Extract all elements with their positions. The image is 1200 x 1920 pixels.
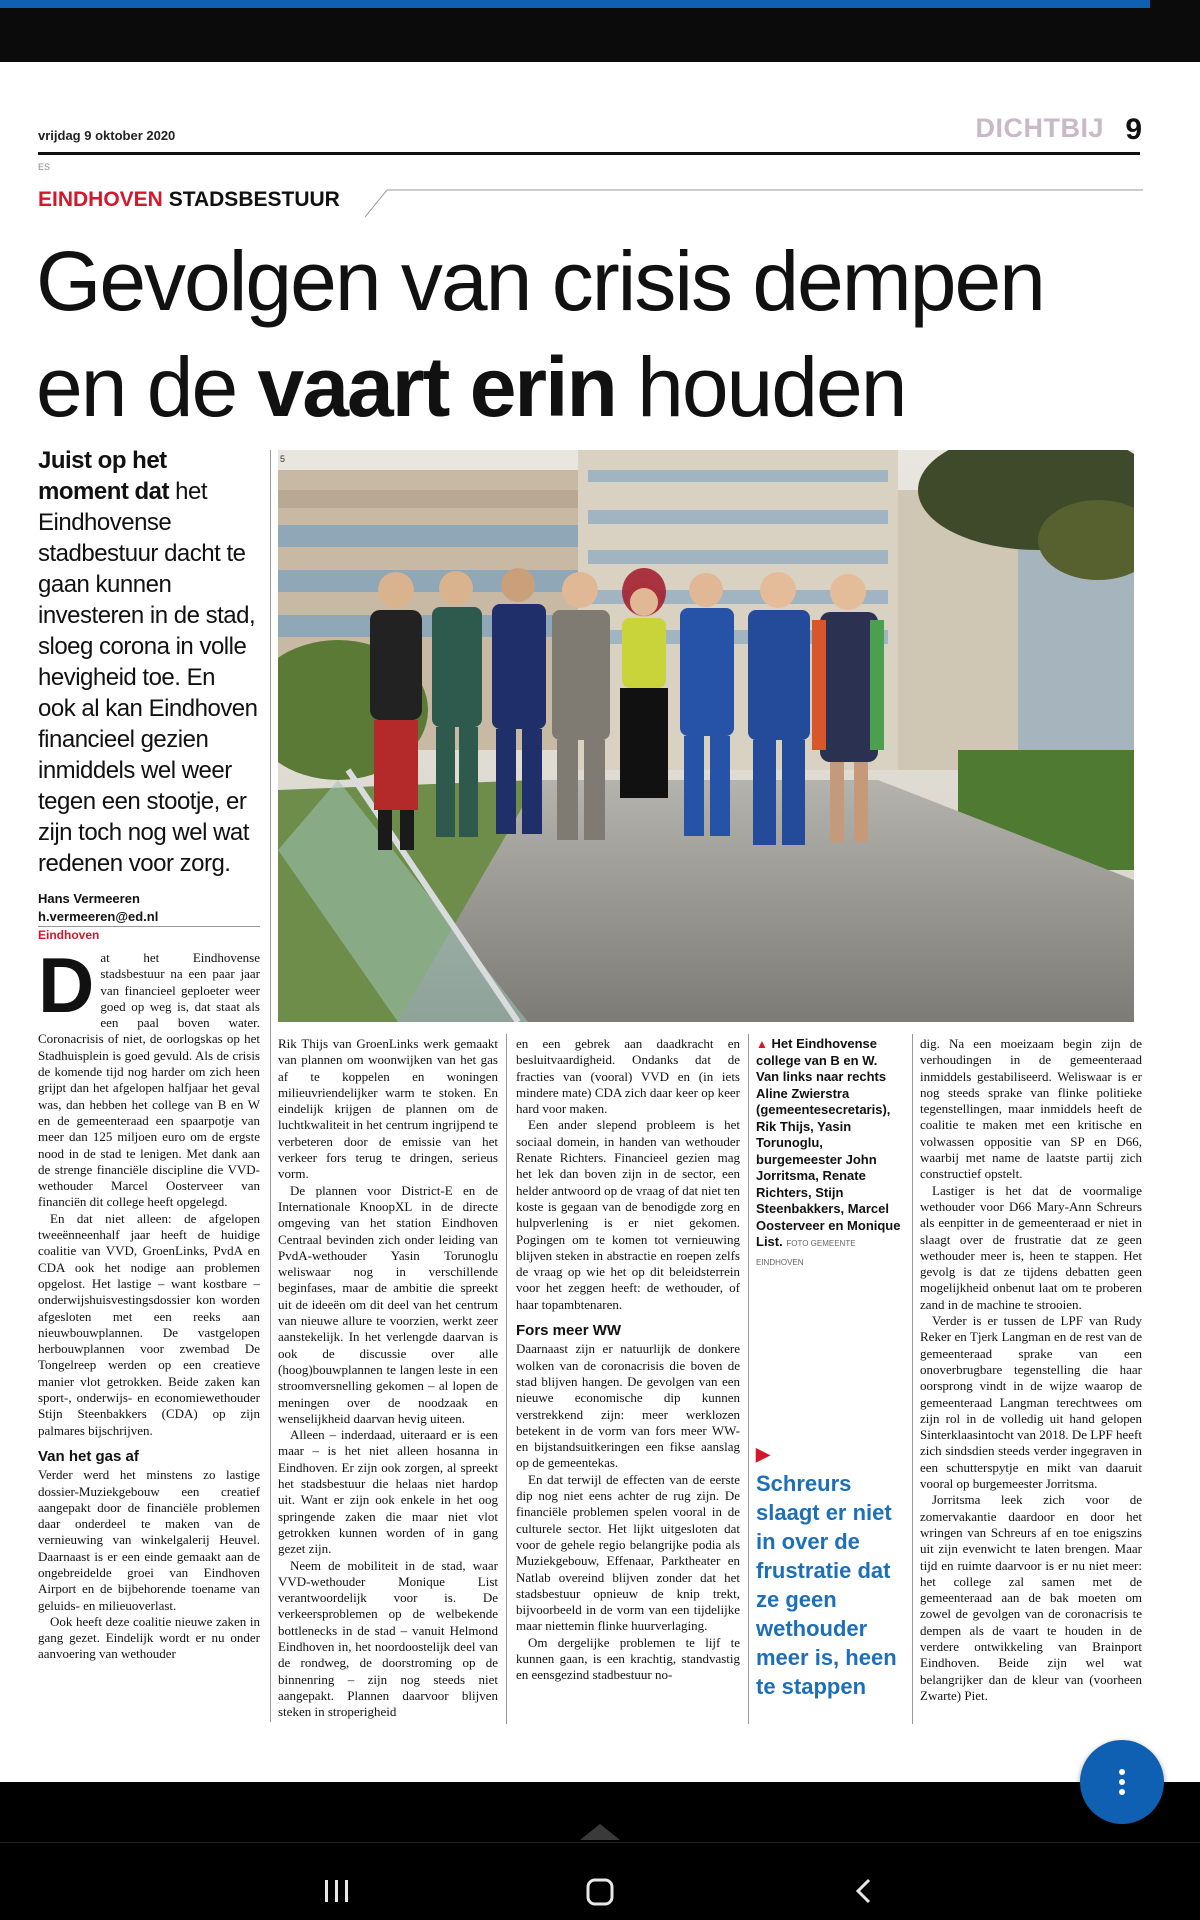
caption-text: Het Eindhovense college van B en W. Van links naar rechts Aline Zwierstra (gemeentesecretaris), Rik Thijs, Yasin Torunoglu, burgemeester John Jorritsma, Renate Richters, Stijn Steenbakkers, Marcel Oosterveer en Monique List. [756,1036,901,1249]
author-email[interactable]: h.vermeeren@ed.nl [38,909,159,924]
subheading: Van het gas af [38,1447,139,1465]
issue-date: vrijdag 9 oktober 2020 [38,128,176,143]
more-vertical-icon[interactable] [1080,1740,1164,1824]
lead-paragraph: Juist op het moment dat het Eindhovense stadbestuur dacht te gaan kunnen investeren in de stad, sloeg corona in volle hevigheid toe. En ook al kan Eindhoven financieel gezien inmiddels wel weer tegen een stootje, er zijn toch nog wel wat redenen voor zorg. [38,447,258,877]
header-rule [38,152,1140,155]
college-group-photo [278,450,1134,1022]
progress-strip [0,0,1150,8]
expand-handle-icon[interactable] [580,1822,620,1840]
quote-arrow-icon: ▶ [756,1444,770,1464]
recent-apps-icon[interactable] [322,1877,352,1905]
svg-text:5: 5 [280,454,286,464]
nav-separator [0,1842,1200,1843]
article-paragraph: Een ander slepend probleem is het sociaal domein, in handen van wethouder Renate Richters. Financieel gezien mag het lek dan boven zijn in de sector, een helder antwoord op de vraag of dat niet ten koste is gegaan van de benodigde zorg en hulpverlening is er niet gekomen. Pogingen om te komen tot vernieuwing blijven steken in abstractie en roepen zelfs de vraag op wie het op dit beleidsterrein voor het zeggen heeft: de wethouder, of haar topambtenaren. [516,1117,740,1312]
navigation-bar [0,1782,1200,1920]
article-paragraph: En dat terwijl de effecten van de eerste dip nog niet eens achter de rug zijn. De financiële problemen spelen vooral in de culturele sector. Het lijkt uitgesloten dat voor de gehele regio belangrijke podia als Muziekgebouw, Effenaar, Parktheater en Natlab overeind blijven zonder dat het stadsbestuur opnieuw de knip trekt, bijvoorbeeld in de vorm van een tijdelijke maar niettemin flinke huurverlaging. [516,1471,740,1634]
article-paragraph: dig. Na een moeizaam begin zijn de verhoudingen in de gemeenteraad inmiddels gestabiliseerd. Weliswaar is er nog steeds sprake van flinke politieke tegenstellingen, maar inmiddels heeft de coalitie te maken met een kritische en volwassen oppositie van SP en D66, waarbij met name de laatste partij zich constructief opstelt. [920,1036,1142,1182]
page-number: 9 [1125,113,1142,146]
article-paragraph: Neem de mobiliteit in de stad, waar VVD-wethouder Monique List verantwoordelijk voor is. De verkeersproblemen op de welbekende bottlenecks in de stad – vanuit Helmond Eindhoven in, het noordoostelijk deel van de rondweg, de doorstroming op de binnenring – zijn nog steeds niet aangepakt. Plannen daarvoor blijven steken in stroperigheid [278,1557,498,1720]
article-paragraph: at het Eindhovense stadsbestuur na een paar jaar van financieel geploeter weer goed op weg is, dat staat als een paal boven water. Coronacrisis of niet, de oorlogskas op het Stadhuisplein is goed gevuld. Als de crisis de komende tijd nog harder om zich heen grijpt dan het afgelopen halfjaar het geval was, dan hebben het college van B en W en de gemeenteraad een spaarpotje van meer dan 125 miljoen euro om de ergste nood in de stad te lenigen. Met dank aan de strenge financiële discipline die VVD-wethouder Marcel Oosterveer van financiën dit college heeft opgelegd. [38,950,260,1210]
article-paragraph: Verder werd het minstens zo lastige dossier-Muziekgebouw een creatief aangepakt door de financiële problemen daar onderdeel te maken van de vernieuwing van winkelgalerij Heuvel. Daarnaast is er een einde gemaakt aan de ongebreidelde groei van Eindhoven Airport en de bijbehorende toename van geluids- en milieuoverlast. [38,1467,260,1613]
article-paragraph: Alleen – inderdaad, uiteraard er is een maar – is het niet alleen hosanna in Eindhoven. Er zijn ook zorgen, al spreekt het stadsbestuur die helaas niet hardop uit. Want er zijn ook enkele in het oog springende zaken die maar niet vlot getrokken kunnen worden of in gang gezet zijn. [278,1427,498,1557]
article-column-2 [278,1036,498,1720]
article-column-3 [516,1036,740,1684]
column-divider [506,1034,507,1724]
back-icon[interactable] [853,1877,875,1905]
photo-caption [756,1036,902,1271]
status-bar [0,0,1200,62]
byline-rule [38,926,260,927]
author-name: Hans Vermeeren [38,891,140,906]
triangle-up-icon: ▲ [756,1037,768,1051]
byline [38,890,158,926]
article-paragraph: en een gebrek aan daadkracht en besluitvaardigheid. Ondanks dat de fracties van (vooral) VVD en (in iets mindere mate) CDA zich daar keer op keer hard voor maken. [516,1036,740,1117]
headline [36,228,1156,440]
section-name: DICHTBIJ [975,113,1104,143]
subheading: Fors meer WW [516,1322,622,1340]
article-paragraph: Om dergelijke problemen te lijf te kunnen gaan, is een krachtig, standvastig en eensgezind stadbestuur no- [516,1634,740,1683]
article-paragraph: Jorritsma leek zich voor de zomervakantie daardoor en door het wringen van Schreurs af en toe enigszins uit zijn evenwicht te laten brengen. Maar tijd en ruimte daarvoor is er nu niet meer: het college zal samen met de gemeenteraad aan de bak moeten om zowel de gevolgen van de coronacrisis te dempen als de vaart te houden in de verdere ontwikkeling van Brainport Eindhoven. Beide zijn wel wat belangrijker dan de kleur van (voorheen Zwarte) Piet. [920,1492,1142,1703]
article-paragraph: Verder is er tussen de LPF van Rudy Reker en Tjerk Langman en de rest van de gemeenteraad sprake van een onoverbrugbare tegenstelling die haar oorsprong vindt in de wijze waarop de gemeenteraad Langman terechtwees om zijn rol in de volledig uit hand gelopen Sinterklaasintocht van 2018. De LPF heeft zich sindsdien steeds verder ingegraven in een schutterspуtje en mikt van daaruit vooral op burgemeester Jorritsma. [920,1313,1142,1492]
article-paragraph: De plannen voor District-E en de Internationale KnoopXL in de directe omgeving van het station Eindhoven Centraal bevinden zich onder leiding van PvdA-wethouder Yasin Torunoglu weliswaar nog in verschillende beginfases, maar de ambitie die spreekt uit de ideeën om dit deel van het centrum van nieuwe allure te voorzien, werkt zeer aanstekelijk. In het verlengde daarvan is ook de discussie over alle (hoog)bouwplannen te langen leste in een stroomversnelling gekomen – al lopen de meningen over de noodzaak en wenselijkheid daarvan hevig uiteen. [278,1182,498,1426]
home-icon[interactable] [585,1877,615,1907]
kicker-rule [365,188,1145,218]
column-divider [748,1034,749,1724]
pull-quote-text: Schreurs slaagt er niet in over de frustratie dat ze geen wethouder meer is, heen te stappen [756,1471,897,1699]
column-divider [270,450,271,1722]
article-paragraph: Ook heeft deze coalitie nieuwe zaken in gang gezet. Eindelijk wordt er nu onder aanvoering van wethouder [38,1613,260,1662]
article-paragraph: Rik Thijs van GroenLinks werk gemaakt van plannen om woonwijken van het gas af te koppelen en woningen milieuvriendelijker warm te stoken. En eindelijk krijgen de plannen om de luchtkwaliteit in het centrum ingrijpend te verbeteren door de emissie van het verkeer fors terug te dringen, serieus vorm. [278,1036,498,1182]
article-paragraph: Lastiger is het dat de voormalige wethouder voor D66 Mary-Ann Schreurs als eenpitter in de gemeenteraad er niet in slaagt over de frustratie dat ze geen wethouder meer is, heen te stappen. Het gevolg is dat ze tijdens debatten geen mogelijkheid onbenut laat om te proberen zand in de machine te strooien. [920,1182,1142,1312]
headline-line1: Gevolgen van crisis dempen [36,234,1044,328]
drop-cap: D [38,941,95,1029]
kicker [38,188,340,212]
headline-line2: en de vaart erin houden [36,340,906,434]
photo-illustration [278,450,1134,1022]
kicker-topic: STADSBESTUUR [168,188,340,211]
photo-credit: FOTO GEMEENTE EINDHOVEN [756,1239,856,1267]
article-paragraph: Daarnaast zijn er natuurlijk de donkere wolken van de coronacrisis die boven de stad blijven hangen. De gevolgen van een nieuwe economische dip kunnen verstrekkend zijn: meer werklozen betekent in de vorm van fors meer WW- en bijstandsuitkeringen een fikse aanslag op de gemeentekas. [516,1341,740,1471]
edition-mark: ES [38,162,51,172]
kicker-city: EINDHOVEN [38,188,163,211]
article-column-5 [920,1036,1142,1704]
pull-quote [756,1440,906,1701]
article-paragraph: En dat niet alleen: de afgelopen tweeënneenhalf jaar heeft de huidige coalitie van VVD, GroenLinks, PvdA en CDA ook het nodige aan problemen opgelost. Het lastige – want kostbare – onderwijshuisvestingsdossier kon worden afgesloten met een reeks aan nieuwbouwplannen. De vastgelopen herbouwplannen voor zwembad De Tongelreep werden op een creatieve manier vlot getrokken. Beide zaken kan sport-, onderwijs- en economiewethouder Stijn Steenbakkers (CDA) op zijn palmares bijschrijven. [38,1210,260,1438]
column-divider [912,1034,913,1724]
dateline-place: Eindhoven [38,928,100,942]
article-column-1 [38,941,260,1663]
